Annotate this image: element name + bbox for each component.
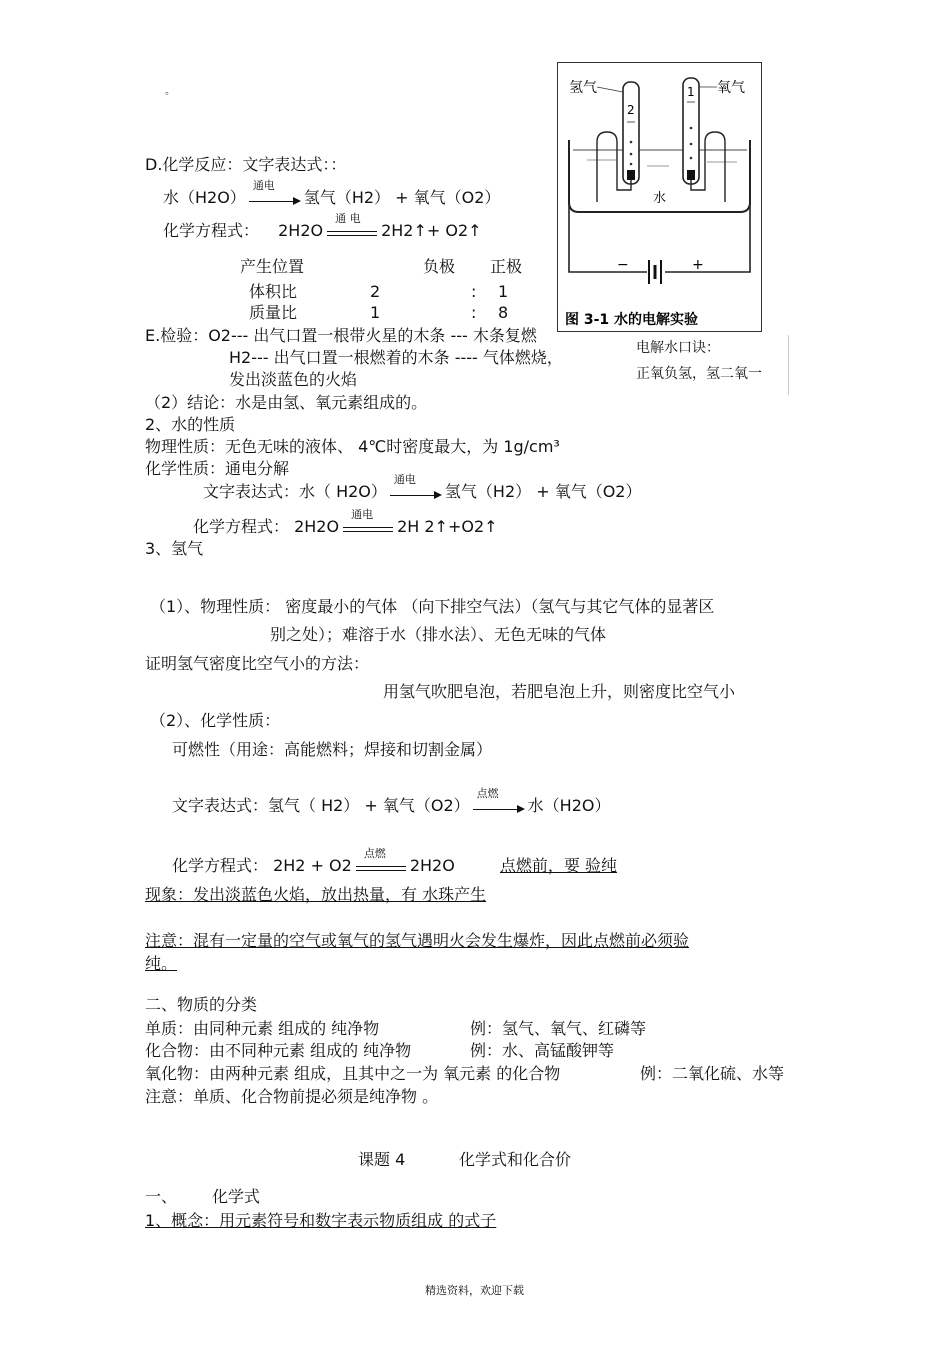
chemical-property: 化学性质：通电分解 <box>145 459 290 478</box>
figure-caption: 图 3-1 水的电解实验 <box>565 312 699 328</box>
d-chem-equation <box>163 211 482 241</box>
lesson-title: 化学式和化合价 <box>459 1150 572 1169</box>
table-row-volume-negative: 2 <box>370 282 381 301</box>
equation-left: 化学方程式： 2H2O <box>193 517 340 536</box>
word-right: 氢气（H2） + 氧气（O2） <box>444 482 642 501</box>
reaction-arrow <box>249 178 301 206</box>
electrolysis-figure <box>557 62 762 332</box>
reaction-arrow <box>473 786 525 814</box>
tube-left-number: 2 <box>627 103 635 117</box>
equation-label: 化学方程式： <box>163 221 260 240</box>
lesson-number: 课题 4 <box>358 1150 406 1169</box>
hydrogen-label: 氢气 <box>569 80 597 96</box>
minus-sign: − <box>617 257 629 273</box>
part-one-title: 化学式 <box>212 1187 261 1206</box>
phenomenon: 现象：发出淡蓝色火焰，放出热量，有 水珠产生 <box>145 885 487 904</box>
equation-condition: 点燃 <box>363 846 386 860</box>
mnemonic-text: 正氧负氢，氢二氧一 <box>636 366 762 382</box>
arrow-condition: 点燃 <box>476 786 499 800</box>
equation-condition: 通电 <box>351 507 374 521</box>
part-one-number: 一、 <box>145 1187 178 1206</box>
equation-right: 2H2↑+ O2↑ <box>381 221 482 240</box>
d-word-right: 氢气（H2） + 氧气（O2） <box>303 188 501 207</box>
hydrogen-physical-2: 别之处）；难溶于水（排水法）、无色无味的气体 <box>270 625 607 644</box>
equation-right: 2H2O <box>409 856 455 875</box>
section-3-title: 3、氢气 <box>145 539 204 558</box>
purity-check-note: 点燃前，要 验纯 <box>499 856 618 875</box>
compound: 化合物：由不同种元素 组成的 纯净物 <box>145 1041 412 1060</box>
mnemonic-title: 电解水口诀： <box>636 340 720 356</box>
table-header-negative: 负极 <box>423 257 456 276</box>
hydrogen-physical-1: （1）、物理性质： 密度最小的气体 （向下排空气法）（氢气与其它气体的显著区 <box>150 597 715 616</box>
combustibility: 可燃性（用途：高能燃料；焊接和切割金属） <box>172 740 493 759</box>
table-row-mass-positive: 8 <box>498 303 509 322</box>
electrolysis-diagram <box>557 62 762 332</box>
section-e-line1: E.检验：O2--- 出气口置一根带火星的木条 --- 木条复燃 <box>145 326 537 345</box>
classification-note: 注意：单质、化合物前提必须是纯净物 。 <box>145 1087 439 1106</box>
arrow-condition: 通电 <box>252 178 275 192</box>
stray-dot: 。 <box>165 86 175 97</box>
word-right: 水（H2O） <box>527 796 611 815</box>
hydrogen-word-equation <box>172 786 611 816</box>
section-d-title: D.化学反应：文字表达式：： <box>145 155 347 174</box>
equals-sign <box>327 211 377 239</box>
density-proof-answer: 用氢气吹肥皂泡，若肥皂泡上升，则密度比空气小 <box>383 682 736 701</box>
table-header-position: 产生位置 <box>240 257 305 276</box>
footer: 精选资料，欢迎下载 <box>425 1284 524 1297</box>
word-left: 文字表达式：水（ H2O） <box>203 482 387 501</box>
simple-substance-example: 例：氢气、氧气、红磷等 <box>470 1019 647 1038</box>
equation-right: 2H 2↑+O2↑ <box>397 517 498 536</box>
oxide-example: 例：二氧化硫、水等 <box>640 1064 785 1083</box>
arrow-condition: 通电 <box>393 472 416 486</box>
section-2-title: 2、水的性质 <box>145 415 236 434</box>
plus-sign: + <box>692 257 704 273</box>
hydrogen-chem-equation <box>172 846 618 876</box>
table-row-volume-sep: : <box>471 282 477 301</box>
equals-sign <box>356 846 406 874</box>
equals-sign <box>343 507 393 535</box>
classification-title: 二、物质的分类 <box>145 995 258 1014</box>
table-row-mass-sep: : <box>471 303 477 322</box>
simple-substance: 单质：由同种元素 组成的 纯净物 <box>145 1019 380 1038</box>
table-row-mass-negative: 1 <box>370 303 381 322</box>
section-e-line2: H2--- 出气口置一根燃着的木条 ---- 气体燃烧， <box>229 348 563 367</box>
table-row-mass-label: 质量比 <box>249 303 298 322</box>
oxygen-label: 氧气 <box>717 80 745 96</box>
d-word-left: 水（H2O） <box>163 188 246 207</box>
water-word-equation <box>203 472 642 502</box>
physical-property: 物理性质：无色无味的液体、 4℃时密度最大，为 1g/cm³ <box>145 437 560 456</box>
equation-condition: 通 电 <box>335 211 361 225</box>
table-row-volume-label: 体积比 <box>249 282 298 301</box>
section-e-line3: 发出淡蓝色的火焰 <box>229 370 358 389</box>
attention-line1: 注意：混有一定量的空气或氧气的氢气遇明火会发生爆炸，因此点燃前必须验 <box>145 931 690 950</box>
table-row-volume-positive: 1 <box>498 282 509 301</box>
compound-example: 例：水、高锰酸钾等 <box>470 1041 615 1060</box>
tube-right-number: 1 <box>687 85 695 99</box>
d-word-equation <box>163 178 501 208</box>
water-chem-equation <box>193 507 498 537</box>
table-header-positive: 正极 <box>490 257 523 276</box>
density-proof-title: 证明氢气密度比空气小的方法： <box>145 654 370 673</box>
hydrogen-chemical-title: （2）、化学性质： <box>150 711 281 730</box>
water-label: 水 <box>653 191 667 206</box>
mnemonic-box <box>636 335 789 395</box>
equation-left: 2H2O <box>278 221 324 240</box>
reaction-arrow <box>390 472 442 500</box>
word-left: 文字表达式：氢气（ H2） + 氧气（O2） <box>172 796 470 815</box>
attention-line2: 纯。 <box>145 954 178 973</box>
oxide: 氧化物：由两种元素 组成，且其中之一为 氧元素 的化合物 <box>145 1064 561 1083</box>
concept-text: 1、概念：用元素符号和数字表示物质组成 的式子 <box>145 1211 497 1230</box>
concept <box>145 1211 496 1231</box>
conclusion: （2）结论：水是由氢、氧元素组成的。 <box>145 393 428 412</box>
equation-left: 化学方程式： 2H2 + O2 <box>172 856 352 875</box>
